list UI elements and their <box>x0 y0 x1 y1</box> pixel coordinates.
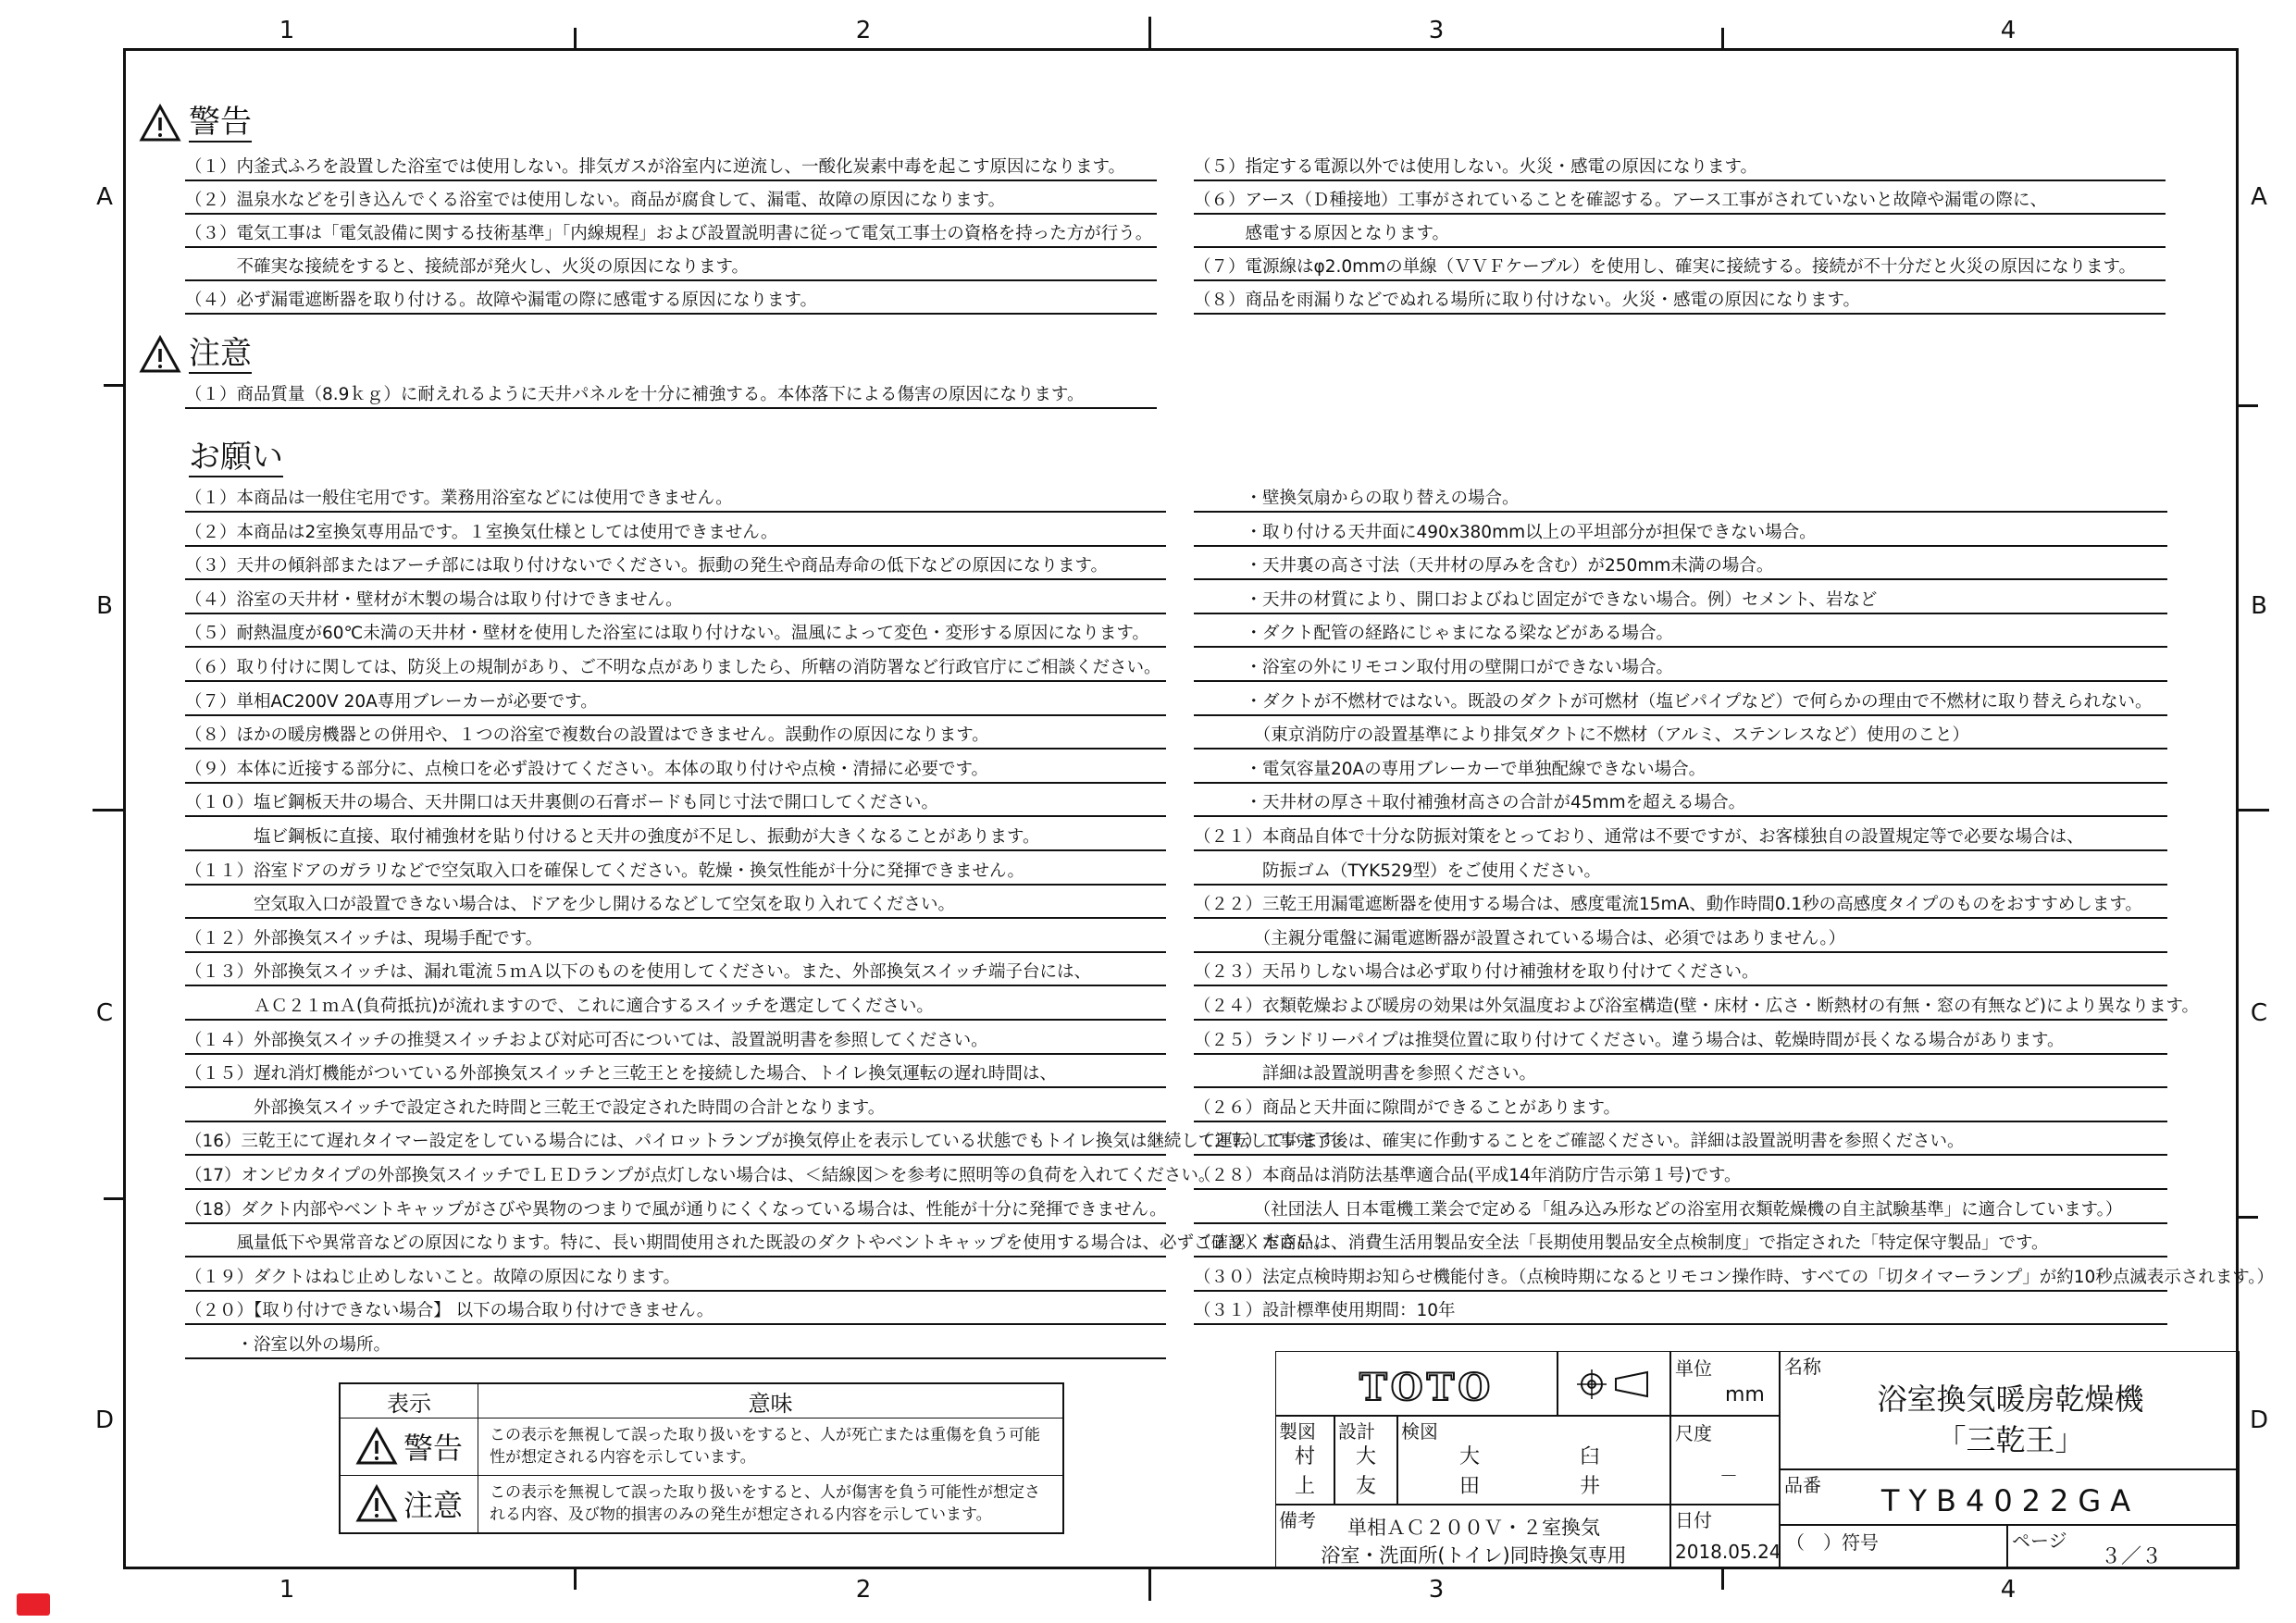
request-item: （16）三乾王にて遅れタイマー設定をしている場合には、パイロットランプが換気停止を表示している状態でもトイレ換気は継続して運転しています。 <box>185 1128 1166 1156</box>
grid-tick <box>93 809 124 812</box>
sekkei-name: 大 <box>1356 1445 1377 1468</box>
request-item: ・浴室以外の場所。 <box>185 1332 1166 1359</box>
legend-warning-cell <box>340 1419 478 1476</box>
page-cell <box>2007 1525 2240 1569</box>
kenzu-label: 検図 <box>1401 1420 1438 1443</box>
grid-row-label: A <box>96 183 113 211</box>
unit-label: 単位 <box>1675 1357 1712 1380</box>
request-item: （８）ほかの暖房機器との併用や、１つの浴室で複数台の設置はできません。誤動作の原因になります。 <box>185 722 1166 750</box>
request-item: ・天井の材質により、開口およびねじ固定ができない場合。例）セメント、岩など <box>1194 587 2167 614</box>
request-item: （18）ダクト内部やベントキャップがさびや異物のつまりで風が通りにくくなっている場合は、性能が十分に発揮できません。 <box>185 1196 1166 1224</box>
warning-item: （２）温泉水などを引き込んでくる浴室では使用しない。商品が腐食して、漏電、故障の原因になります。 <box>185 187 1157 215</box>
request-item: （２０）【取り付けできない場合】 以下の場合取り付けできません。 <box>185 1297 1166 1325</box>
name-label: 名称 <box>1784 1356 1821 1378</box>
grid-tick <box>104 1197 124 1200</box>
request-item: （主親分電盤に漏電遮断器が設置されている場合は、必須ではありません。） <box>1194 925 2167 953</box>
symbol-cell <box>1780 1525 2007 1569</box>
request-item: （１９）ダクトはねじ止めしないこと。故障の原因になります。 <box>185 1264 1166 1292</box>
request-item: （２４）衣類乾燥および暖房の効果は外気温度および浴室構造(壁・床材・広さ・断熱材の有無・窓の有無など)により異なります。 <box>1194 993 2167 1021</box>
request-item: （東京消防庁の設置基準により排気ダクトに不燃材（アルミ、ステンレスなど）使用のこと） <box>1194 722 2167 750</box>
request-item: （２７）工事完了後は、確実に作動することをご確認ください。詳細は設置説明書を参照ください。 <box>1194 1128 2167 1156</box>
warning-item: （１）内釜式ふろを設置した浴室では使用しない。排気ガスが浴室内に逆流し、一酸化炭素中毒を起こす原因になります。 <box>185 154 1157 181</box>
grid-tick <box>1721 1567 1724 1590</box>
grid-tick <box>2238 809 2269 812</box>
request-item: （６）取り付けに関しては、防災上の規制があり、ご不明な点がありましたら、所轄の消防署など行政官庁にご相談ください。 <box>185 654 1166 682</box>
grid-row-label: B <box>2251 592 2267 620</box>
warning-heading <box>139 104 252 142</box>
biko-line1: 単相ＡＣ２００Ｖ・２室換気 <box>1347 1517 1600 1539</box>
biko-line2: 浴室・洗面所(トイレ)同時換気専用 <box>1321 1544 1627 1567</box>
caution-item: （１）商品質量（8.9ｋｇ）に耐えれるように天井パネルを十分に補強する。本体落下による傷害の原因になります。 <box>185 381 1157 409</box>
request-item: （２９）本商品は、消費生活用製品安全法「長期使用製品安全点検制度」で指定された「特定保守製品」です。 <box>1194 1230 2167 1258</box>
grid-tick <box>1148 1567 1151 1601</box>
request-title: お願い <box>189 439 283 476</box>
warning-item: （４）必ず漏電遮断器を取り付ける。故障や漏電の際に感電する原因になります。 <box>185 287 1157 315</box>
request-item: 塩ビ鋼板に直接、取付補強材を貼り付けると天井の強度が不足し、振動が大きくなることがあります。 <box>185 824 1166 851</box>
warning-title: 警告 <box>189 104 252 141</box>
scale-value: － <box>1719 1465 1738 1487</box>
request-item: （５）耐熱温度が60℃未満の天井材・壁材を使用した浴室には取り付けない。温風によって変色・変形する原因になります。 <box>185 620 1166 648</box>
sekkei-name: 友 <box>1356 1475 1377 1498</box>
grid-tick <box>104 384 124 387</box>
grid-tick <box>2238 404 2258 407</box>
request-item: （２２）三乾王用漏電遮断器を使用する場合は、感度電流15mA、動作時間0.1秒の高感度タイプのものをおすすめします。 <box>1194 891 2167 919</box>
biko-label: 備考 <box>1279 1509 1316 1531</box>
request-item: （９）本体に近接する部分に、点検口を必ず設けてください。本体の取り付けや点検・清掃に必要です。 <box>185 756 1166 784</box>
grid-col-label: 1 <box>279 17 295 44</box>
request-item: （２３）天吊りしない場合は必ず取り付け補強材を取り付けてください。 <box>1194 959 2167 986</box>
caution-triangle-icon <box>355 1484 398 1523</box>
unit-cell <box>1670 1351 1780 1416</box>
request-item: 外部換気スイッチで設定された時間と三乾王で設定された時間の合計となります。 <box>185 1095 1166 1122</box>
part-label: 品番 <box>1784 1474 1821 1496</box>
grid-row-label: C <box>2250 999 2268 1027</box>
legend-warning-text: この表示を無視して誤った取り扱いをすると、人が死亡または重傷を負う可能性が想定される内容を示しています。 <box>478 1419 1064 1476</box>
sekkei-label: 設計 <box>1338 1420 1375 1443</box>
caution-title: 注意 <box>189 335 252 372</box>
page-label: ページ <box>2012 1530 2067 1552</box>
symbol-legend-table <box>339 1382 1064 1534</box>
grid-row-label: C <box>95 999 114 1027</box>
corner-mark <box>17 1593 50 1616</box>
kenzu-name: 大 <box>1459 1445 1481 1468</box>
third-angle-projection-icon <box>1558 1352 1671 1417</box>
request-item: 風量低下や異常音などの原因になります。特に、長い期間使用された既設のダクトやベントキャップを使用する場合は、必ずご確認ください。 <box>185 1230 1166 1258</box>
request-item: （３）天井の傾斜部またはアーチ部には取り付けないでください。振動の発生や商品寿命の低下などの原因になります。 <box>185 552 1166 580</box>
date-value: 2018.05.24 <box>1675 1541 1781 1563</box>
grid-tick <box>1148 17 1151 50</box>
seizu-cell <box>1275 1416 1334 1505</box>
sekkei-cell <box>1334 1416 1397 1505</box>
legend-header-display: 表示 <box>340 1383 478 1419</box>
scale-label: 尺度 <box>1675 1422 1712 1444</box>
kenzu-name: 井 <box>1580 1475 1601 1498</box>
grid-tick <box>1721 28 1724 50</box>
part-number-cell <box>1780 1469 2240 1525</box>
warning-item: （３）電気工事は「電気設備に関する技術基準」「内線規程」および設置説明書に従って電気工事士の資格を持った方が行う。 <box>185 220 1157 248</box>
grid-col-label: 3 <box>1428 1576 1445 1604</box>
request-item: （３１）設計標準使用期間：10年 <box>1194 1297 2167 1325</box>
request-item: （１４）外部換気スイッチの推奨スイッチおよび対応可否については、設置説明書を参照してください。 <box>185 1027 1166 1055</box>
request-item: （17）オンピカタイプの外部換気スイッチでＬＥＤランプが点灯しない場合は、＜結線図＞を参考に照明等の負荷を入れてください。 <box>185 1162 1166 1190</box>
grid-row-label: A <box>2251 183 2267 211</box>
grid-row-label: D <box>94 1406 115 1434</box>
request-item: （２１）本商品自体で十分な防振対策をとっており、通常は不要ですが、お客様独自の設置規定等で必要な場合は、 <box>1194 824 2167 851</box>
request-item: （１３）外部換気スイッチは、漏れ電流５ｍＡ以下のものを使用してください。また、外部換気スイッチ端子台には、 <box>185 959 1166 986</box>
kenzu-cell <box>1397 1416 1670 1505</box>
date-label: 日付 <box>1675 1509 1712 1531</box>
grid-col-label: 4 <box>2000 1576 2017 1604</box>
grid-tick <box>574 28 577 50</box>
request-item: （１０）塩ビ鋼板天井の場合、天井開口は天井裏側の石膏ボードも同じ寸法で開口してください。 <box>185 789 1166 817</box>
grid-row-label: B <box>96 592 113 620</box>
request-item: ・取り付ける天井面に490x380mm以上の平坦部分が担保できない場合。 <box>1194 519 2167 547</box>
request-item: （７）単相AC200V 20A専用ブレーカーが必要です。 <box>185 688 1166 716</box>
page-value: ３／３ <box>2101 1545 2163 1568</box>
legend-caution-cell <box>340 1475 478 1533</box>
scale-cell <box>1670 1416 1780 1505</box>
request-item: （２６）商品と天井面に隙間ができることがあります。 <box>1194 1095 2167 1122</box>
request-item: ＡＣ２１ｍＡ(負荷抵抗)が流れますので、これに適合するスイッチを選定してください。 <box>185 993 1166 1021</box>
title-block <box>1275 1351 2240 1569</box>
request-item: （４）浴室の天井材・壁材が木製の場合は取り付けできません。 <box>185 587 1166 614</box>
warning-item: （６）アース（Ｄ種接地）工事がされていることを確認する。アース工事がされていないと故障や漏電の際に、 <box>1194 187 2166 215</box>
symbol-label: （ ）符号 <box>1786 1531 1879 1554</box>
product-name: 浴室換気暖房乾燥機 <box>1877 1381 2144 1417</box>
warning-triangle-icon <box>355 1427 398 1466</box>
grid-col-label: 2 <box>855 17 872 44</box>
grid-col-label: 4 <box>2000 17 2017 44</box>
part-number: TYB4022GA <box>1880 1483 2141 1518</box>
warning-item: （８）商品を雨漏りなどでぬれる場所に取り付けない。火災・感電の原因になります。 <box>1194 287 2166 315</box>
name-cell <box>1780 1351 2240 1469</box>
seizu-label: 製図 <box>1279 1420 1316 1443</box>
seizu-name: 上 <box>1295 1475 1316 1498</box>
request-item: ・ダクト配管の経路にじゃまになる梁などがある場合。 <box>1194 620 2167 648</box>
grid-row-label: D <box>2249 1406 2269 1434</box>
request-item: 詳細は設置説明書を参照ください。 <box>1194 1060 2167 1088</box>
projection-symbol-cell <box>1558 1351 1670 1416</box>
request-item: ・電気容量20Aの専用ブレーカーで単独配線できない場合。 <box>1194 756 2167 784</box>
request-item: （１）本商品は一般住宅用です。業務用浴室などには使用できません。 <box>185 485 1166 513</box>
biko-cell <box>1275 1505 1670 1569</box>
grid-tick <box>574 1567 577 1590</box>
request-item: 防振ゴム（TYK529型）をご使用ください。 <box>1194 858 2167 886</box>
request-item: ・天井裏の高さ寸法（天井材の厚みを含む）が250mm未満の場合。 <box>1194 552 2167 580</box>
grid-col-label: 2 <box>855 1576 872 1604</box>
seizu-name: 村 <box>1295 1445 1316 1468</box>
date-cell <box>1670 1505 1780 1569</box>
request-item: ・浴室の外にリモコン取付用の壁開口ができない場合。 <box>1194 654 2167 682</box>
legend-header-meaning: 意味 <box>478 1383 1064 1419</box>
unit-value: mm <box>1725 1383 1765 1406</box>
request-item: ・ダクトが不燃材ではない。既設のダクトが可燃材（塩ビパイプなど）で何らかの理由で不燃材に取り替えられない。 <box>1194 688 2167 716</box>
request-item: 空気取入口が設置できない場合は、ドアを少し開けるなどして空気を取り入れてください。 <box>185 891 1166 919</box>
request-item: （１２）外部換気スイッチは、現場手配です。 <box>185 925 1166 953</box>
legend-warning-label: 警告 <box>403 1431 463 1467</box>
legend-caution-label: 注意 <box>403 1488 463 1524</box>
request-item: （１５）遅れ消灯機能がついている外部換気スイッチと三乾王とを接続した場合、トイレ換気運転の遅れ時間は、 <box>185 1060 1166 1088</box>
warning-item: 感電する原因となります。 <box>1194 220 2166 248</box>
grid-col-label: 3 <box>1428 17 1445 44</box>
request-item: （社団法人 日本電機工業会で定める「組み込み形などの浴室用衣類乾燥機の自主試験基準」に適合しています。） <box>1194 1196 2167 1224</box>
request-item: （２５）ランドリーパイプは推奨位置に取り付けてください。違う場合は、乾燥時間が長くなる場合があります。 <box>1194 1027 2167 1055</box>
warning-item: 不確実な接続をすると、接続部が発火し、火災の原因になります。 <box>185 254 1157 281</box>
warning-item: （７）電源線はφ2.0mmの単線（ＶＶＦケーブル）を使用し、確実に接続する。接続が不十分だと火災の原因になります。 <box>1194 254 2166 281</box>
warning-triangle-icon <box>139 104 181 142</box>
request-item: （３０）法定点検時期お知らせ機能付き。（点検時期になるとリモコン操作時、すべての「切タイマーランプ」が約10秒点滅表示されます。） <box>1194 1264 2167 1292</box>
request-item: ・天井材の厚さ＋取付補強材高さの合計が45mmを超える場合。 <box>1194 789 2167 817</box>
logo-cell <box>1275 1351 1558 1416</box>
request-item: （１１）浴室ドアのガラリなどで空気取入口を確保してください。乾燥・換気性能が十分に発揮できません。 <box>185 858 1166 886</box>
caution-heading <box>139 335 252 374</box>
request-item: （２８）本商品は消防法基準適合品(平成14年消防庁告示第１号)です。 <box>1194 1162 2167 1190</box>
kenzu-name: 臼 <box>1580 1445 1601 1468</box>
toto-logo: TOTO <box>1359 1366 1495 1409</box>
caution-triangle-icon <box>139 335 181 374</box>
grid-col-label: 1 <box>279 1576 295 1604</box>
legend-caution-text: この表示を無視して誤った取り扱いをすると、人が傷害を負う可能性が想定される内容、及び物的損害のみの発生が想定される内容を示しています。 <box>478 1475 1064 1533</box>
request-item: ・壁換気扇からの取り替えの場合。 <box>1194 485 2167 513</box>
request-heading <box>189 439 283 477</box>
product-nickname: 「三乾王」 <box>1936 1422 2085 1457</box>
request-item: （２）本商品は2室換気専用品です。１室換気仕様としては使用できません。 <box>185 519 1166 547</box>
grid-tick <box>2238 1216 2258 1219</box>
kenzu-name: 田 <box>1459 1475 1481 1498</box>
warning-item: （５）指定する電源以外では使用しない。火災・感電の原因になります。 <box>1194 154 2166 181</box>
